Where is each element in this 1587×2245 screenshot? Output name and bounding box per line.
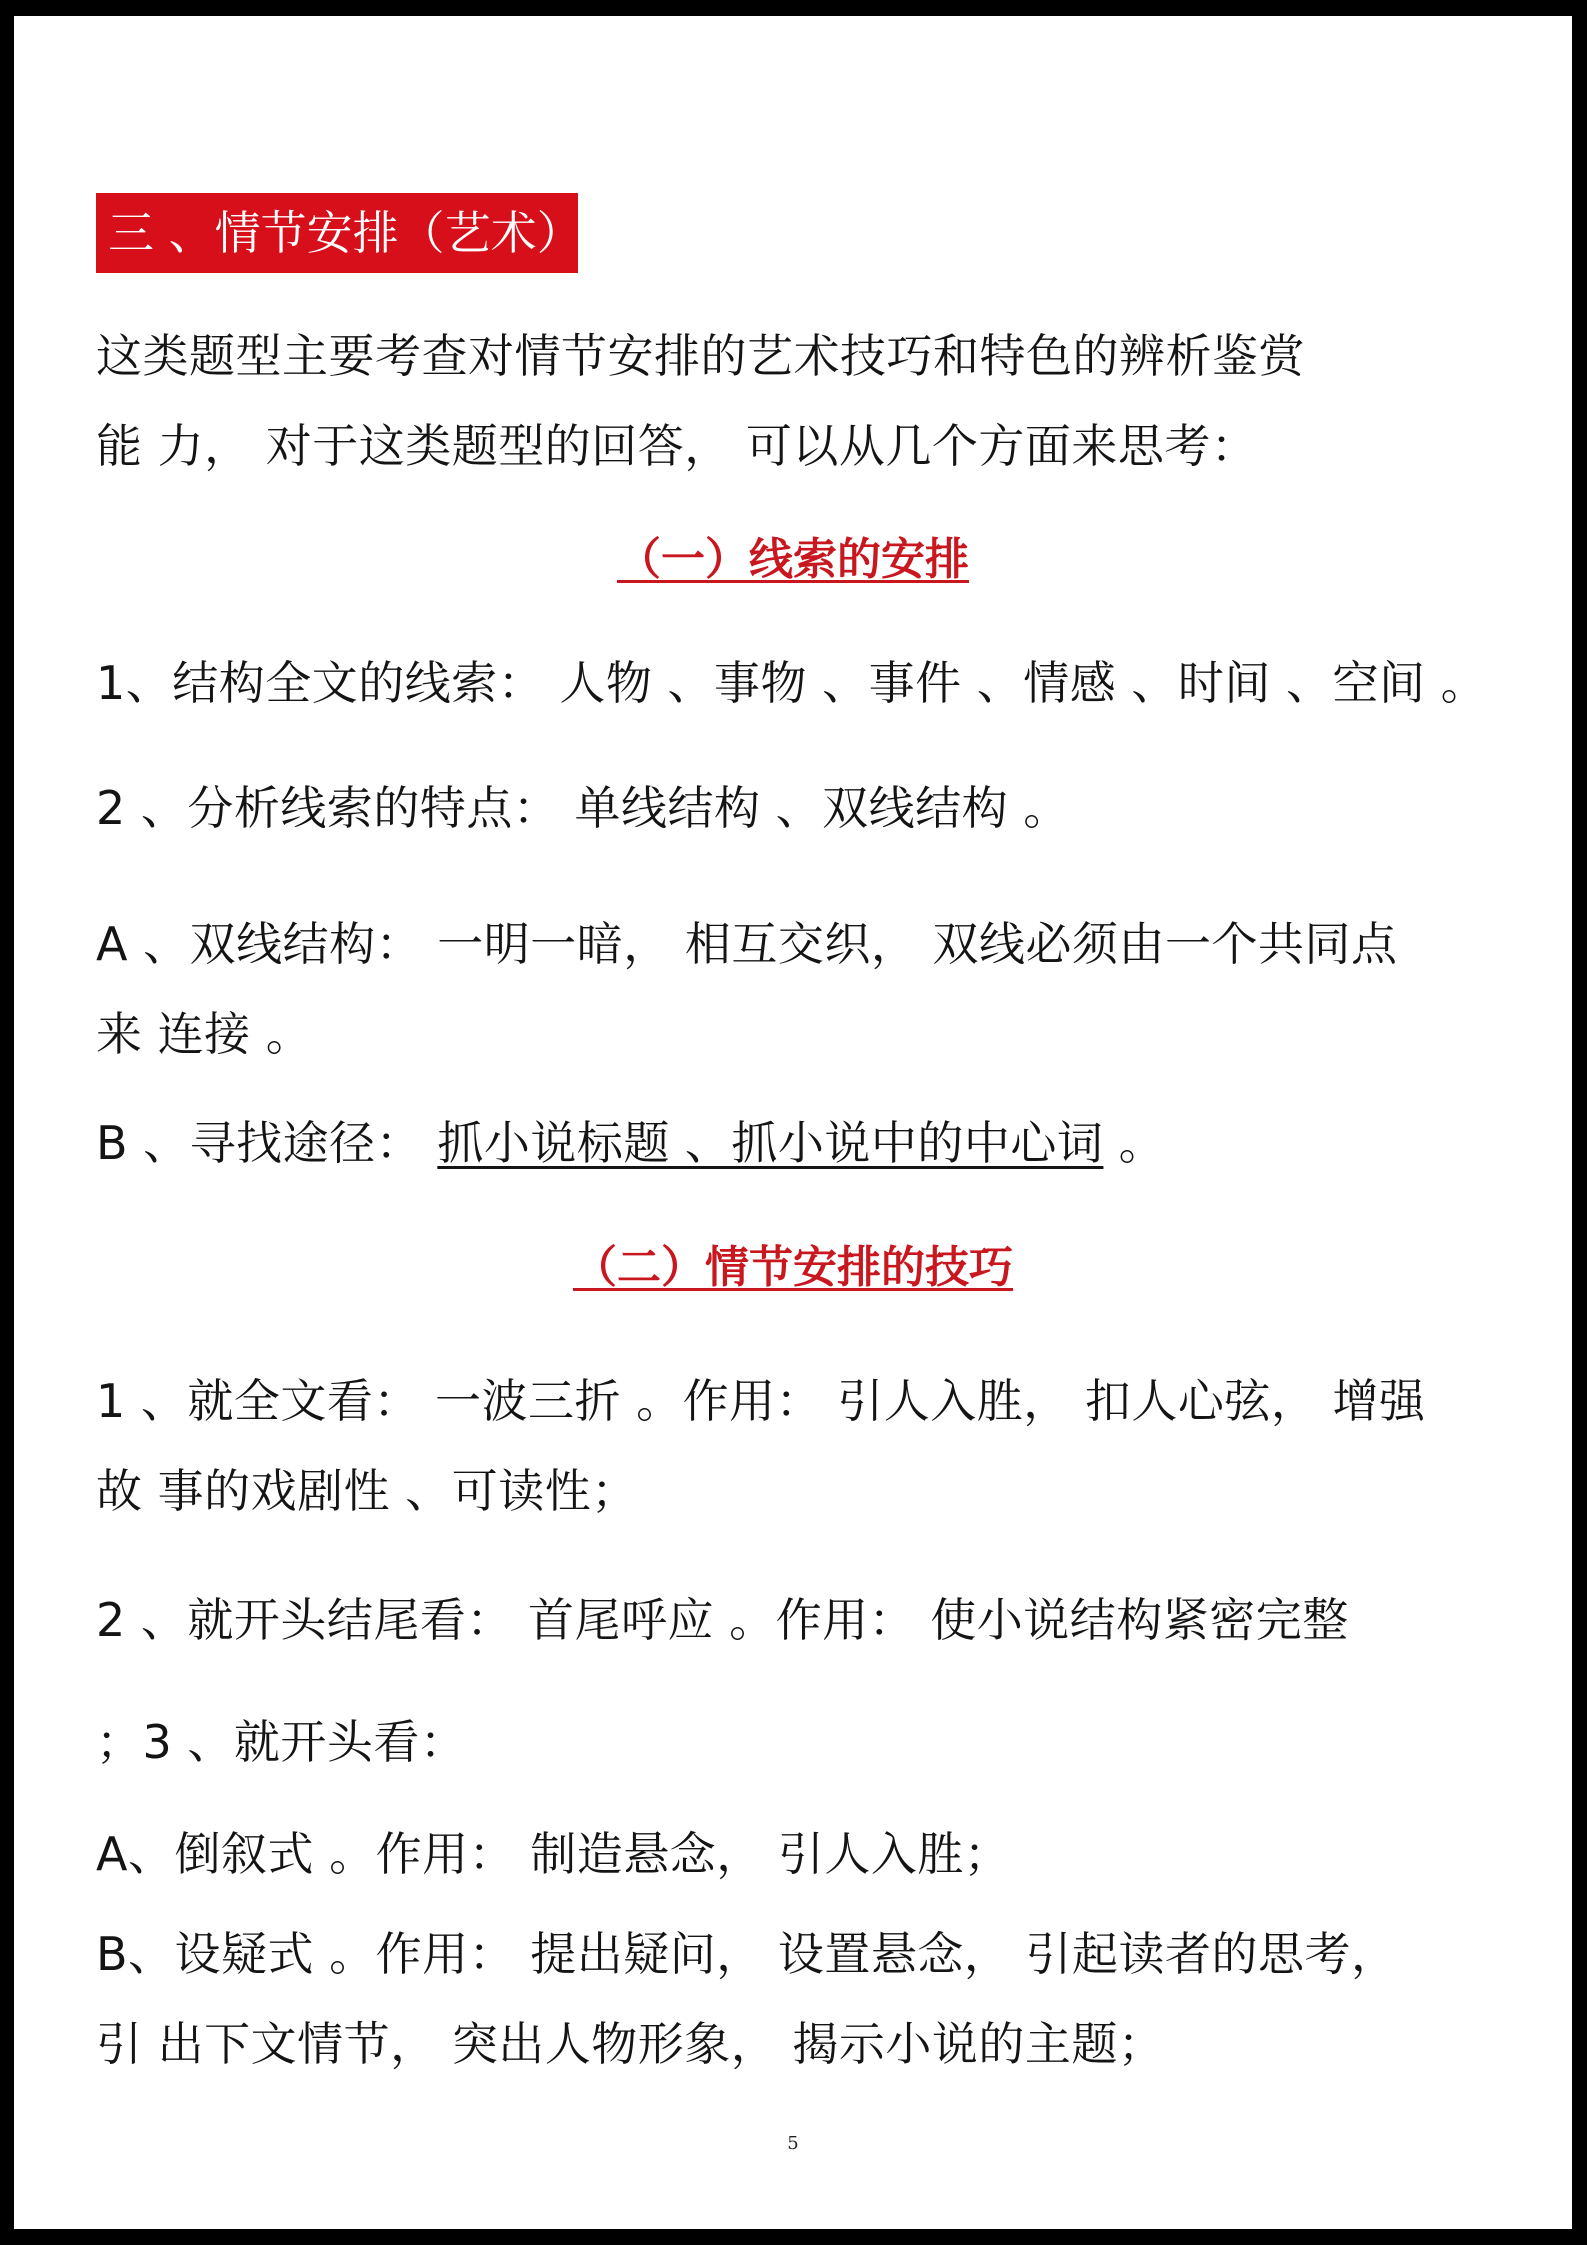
part2-item-3: ；3 、就开头看： [96, 1715, 467, 1769]
part1-item-a-line-2: 来 连接 。 [96, 1007, 313, 1061]
part2-item-b-line-1: B、设疑式 。作用： 提出疑问， 设置悬念， 引起读者的思考， [96, 1927, 1398, 1981]
page-number: 5 [787, 2133, 799, 2154]
document-page [14, 16, 1572, 2229]
intro-line-2: 能 力， 对于这类题型的回答， 可以从几个方面来思考： [96, 419, 1258, 473]
part2-item-2: 2 、就开头结尾看： 首尾呼应 。作用： 使小说结构紧密完整 [96, 1593, 1349, 1647]
section-heading: 三 、情节安排（艺术） [108, 206, 583, 260]
part1-item-2: 2 、分析线索的特点： 单线结构 、双线结构 。 [96, 781, 1070, 835]
part2-item-b-line-2: 引 出下文情节， 突出人物形象， 揭示小说的主题； [96, 2017, 1165, 2071]
part1-item-1: 1、结构全文的线索： 人物 、事物 、事件 、情感 、时间 、空间 。 [96, 656, 1488, 710]
part2-title: （二）情节安排的技巧 [573, 1242, 1013, 1293]
part1-item-b-prefix: B 、寻找途径： [96, 1116, 423, 1170]
part2-item-1-line-2: 故 事的戏剧性 、可读性； [96, 1464, 638, 1518]
part1-item-b [96, 1113, 1165, 1173]
part1-title: （一）线索的安排 [617, 534, 969, 585]
part2-item-1-line-1: 1 、就全文看： 一波三折 。作用： 引人入胜， 扣人心弦， 增强 [96, 1374, 1426, 1428]
part1-item-b-underlined: 抓小说标题 、抓小说中的中心词 [437, 1116, 1104, 1170]
section-heading-box [96, 193, 583, 273]
part2-item-a: A、倒叙式 。作用： 制造悬念， 引人入胜； [96, 1827, 1011, 1881]
intro-line-1: 这类题型主要考查对情节安排的艺术技巧和特色的辨析鉴赏 [96, 329, 1305, 383]
part1-item-b-suffix: 。 [1118, 1116, 1166, 1170]
part1-item-a-line-1: A 、双线结构： 一明一暗， 相互交织， 双线必须由一个共同点 [96, 917, 1398, 971]
